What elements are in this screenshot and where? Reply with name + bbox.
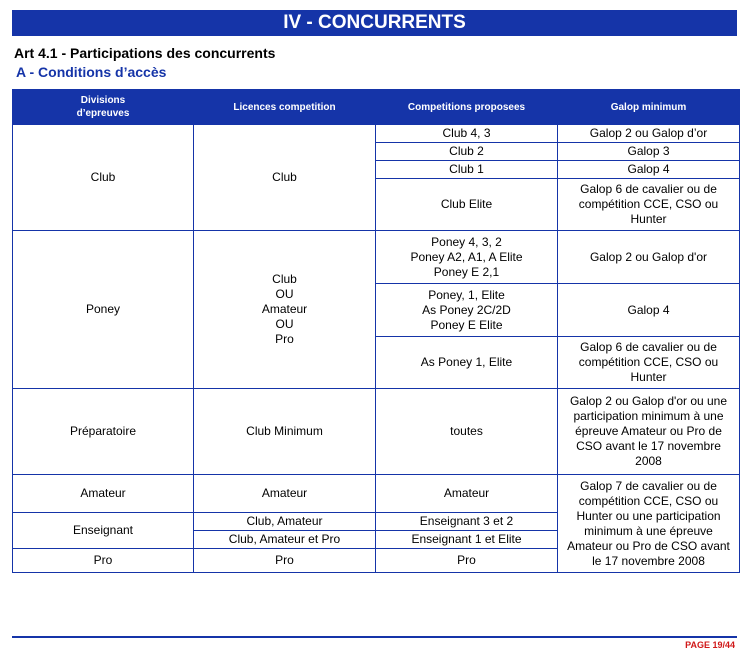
galop-cell: Galop 4 bbox=[558, 284, 740, 337]
licence-cell: Pro bbox=[194, 549, 376, 573]
competition-cell: Amateur bbox=[376, 475, 558, 513]
competition-cell: Enseignant 3 et 2 bbox=[376, 513, 558, 531]
division-cell: Enseignant bbox=[13, 513, 194, 549]
header-competitions: Competitions proposees bbox=[376, 90, 558, 125]
licence-cell: Club OU Amateur OU Pro bbox=[194, 231, 376, 389]
competition-cell: Enseignant 1 et Elite bbox=[376, 531, 558, 549]
competition-cell: Club 4, 3 bbox=[376, 125, 558, 143]
galop-cell: Galop 6 de cavalier ou de compétition CCE, CSO ou Hunter bbox=[558, 179, 740, 231]
division-cell: Poney bbox=[13, 231, 194, 389]
competition-cell: As Poney 1, Elite bbox=[376, 337, 558, 389]
header-licences: Licences competition bbox=[194, 90, 376, 125]
competition-cell: Club Elite bbox=[376, 179, 558, 231]
licence-cell: Club, Amateur et Pro bbox=[194, 531, 376, 549]
conditions-table bbox=[12, 89, 740, 573]
table-row bbox=[13, 125, 740, 143]
table-header-row bbox=[13, 90, 740, 125]
competition-cell: Club 1 bbox=[376, 161, 558, 179]
licence-cell: Club Minimum bbox=[194, 389, 376, 475]
competition-cell: Pro bbox=[376, 549, 558, 573]
table-row bbox=[13, 475, 740, 513]
header-galop: Galop minimum bbox=[558, 90, 740, 125]
galop-cell: Galop 6 de cavalier ou de compétition CCE, CSO ou Hunter bbox=[558, 337, 740, 389]
division-cell: Club bbox=[13, 125, 194, 231]
section-banner: IV - CONCURRENTS bbox=[12, 10, 737, 36]
licence-cell: Club, Amateur bbox=[194, 513, 376, 531]
galop-cell: Galop 3 bbox=[558, 143, 740, 161]
division-cell: Amateur bbox=[13, 475, 194, 513]
licence-cell: Amateur bbox=[194, 475, 376, 513]
competition-cell: Club 2 bbox=[376, 143, 558, 161]
galop-cell: Galop 2 ou Galop d’or bbox=[558, 125, 740, 143]
article-title: Art 4.1 - Participations des concurrents bbox=[14, 45, 276, 61]
table-row bbox=[13, 231, 740, 284]
galop-cell: Galop 2 ou Galop d'or bbox=[558, 231, 740, 284]
galop-cell: Galop 7 de cavalier ou de compétition CCE, CSO ou Hunter ou une participation minimum à une épreuve Amateur ou Pro de CSO avant le 17 novembre 2008 bbox=[558, 475, 740, 573]
table-row bbox=[13, 389, 740, 475]
competition-cell: toutes bbox=[376, 389, 558, 475]
galop-cell: Galop 2 ou Galop d'or ou une participation minimum à une épreuve Amateur ou Pro de CSO avant le 17 novembre 2008 bbox=[558, 389, 740, 475]
division-cell: Préparatoire bbox=[13, 389, 194, 475]
competition-cell: Poney, 1, Elite As Poney 2C/2D Poney E Elite bbox=[376, 284, 558, 337]
page-number: PAGE 19/44 bbox=[685, 640, 735, 650]
section-subtitle: A - Conditions d’accès bbox=[16, 64, 167, 80]
division-cell: Pro bbox=[13, 549, 194, 573]
licence-cell: Club bbox=[194, 125, 376, 231]
header-divisions: Divisions d’epreuves bbox=[13, 90, 194, 125]
footer-divider bbox=[12, 636, 737, 638]
competition-cell: Poney 4, 3, 2 Poney A2, A1, A Elite Poney E 2,1 bbox=[376, 231, 558, 284]
galop-cell: Galop 4 bbox=[558, 161, 740, 179]
